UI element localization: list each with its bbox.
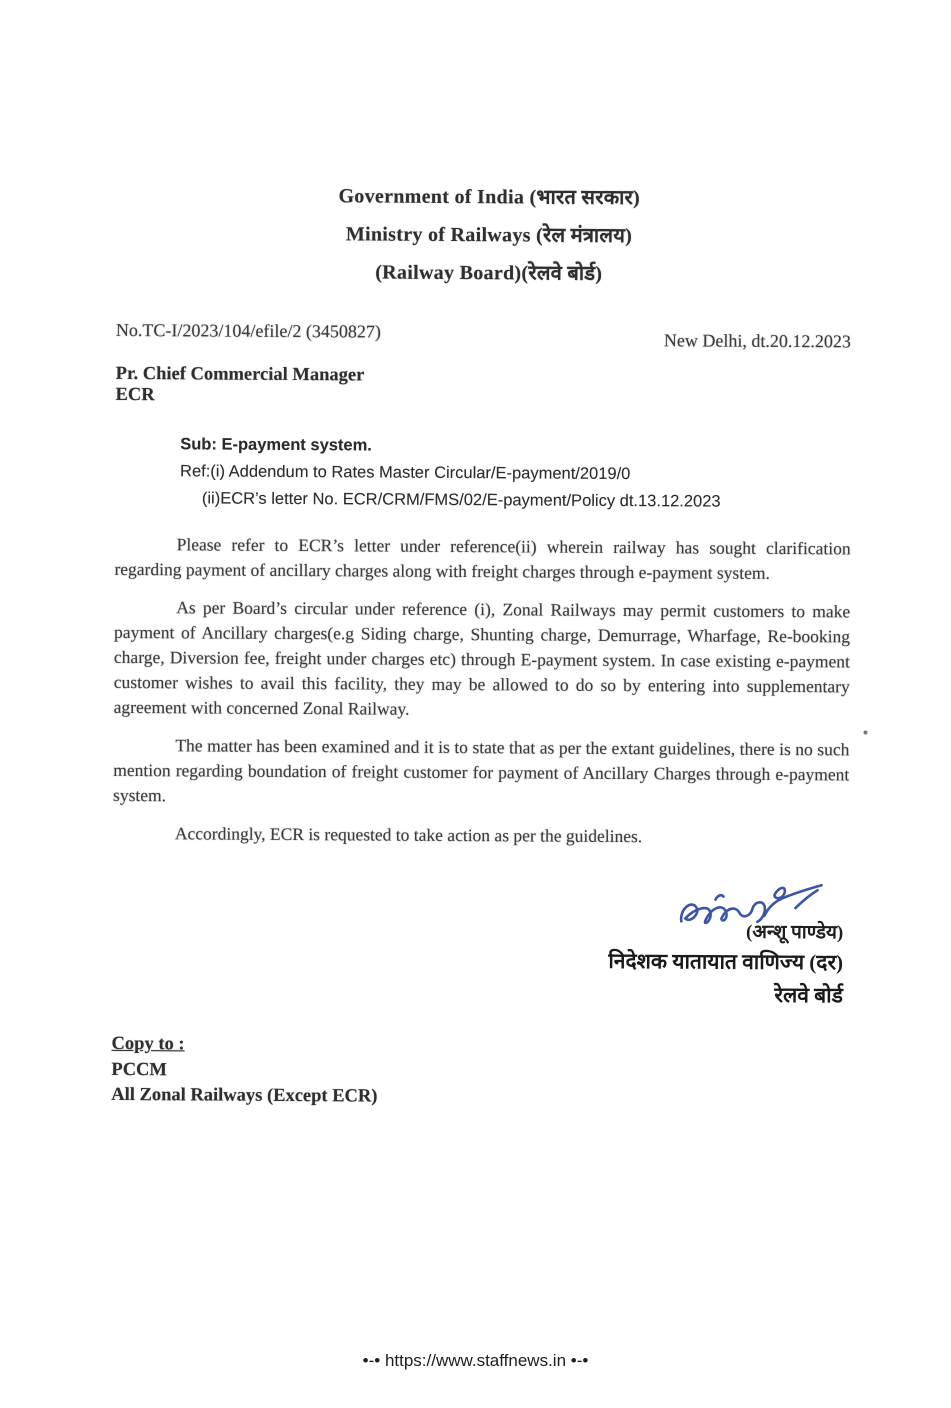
reference-line-1: Ref:(i) Addendum to Rates Master Circular/E-payment/2019/0	[180, 462, 631, 484]
signatory-designation: निदेशक यातायात वाणिज्य (दर)	[608, 948, 844, 975]
signature-block	[403, 876, 844, 1013]
copy-to-block	[111, 1032, 378, 1110]
paragraph-4: Accordingly, ECR is requested to take action as per the guidelines.	[174, 823, 643, 847]
addressee-railway: ECR	[115, 384, 155, 406]
copy-to-heading: Copy to :	[111, 1033, 185, 1055]
subject-reference-block	[180, 431, 721, 515]
letter-body	[113, 532, 851, 863]
copy-to-item-zonal-railways: All Zonal Railways (Except ECR)	[111, 1084, 378, 1107]
copy-to-item-pccm: PCCM	[111, 1059, 167, 1080]
addressee-block	[115, 364, 364, 408]
letterhead-line-board: (Railway Board)(रेलवे बोर्ड)	[375, 261, 603, 285]
signatory-name: (अन्शू पाण्डेय)	[746, 921, 844, 944]
reference-line-2: (ii)ECR’s letter No. ECR/CRM/FMS/02/E-payment/Policy dt.13.12.2023	[201, 489, 721, 511]
addressee-designation: Pr. Chief Commercial Manager	[115, 363, 365, 386]
file-number: No.TC-I/2023/104/efile/2 (3450827)	[115, 319, 381, 342]
letterhead-line-govt: Government of India (भारत सरकार)	[338, 185, 641, 210]
letterhead-line-ministry: Ministry of Railways (रेल मंत्रालय)	[345, 223, 633, 248]
signatory-organization: रेलवे बोर्ड	[774, 982, 843, 1008]
scan-artifact-dot	[863, 730, 867, 734]
paragraph-1: Please refer to ECR’s letter under reference(ii) wherein railway has sought clarification regarding payment of ancillary charges along with freight charges through e-payment system.	[114, 534, 851, 583]
footer-watermark-url: •-• https://www.staffnews.in •-•	[362, 1351, 589, 1370]
subject-line: Sub: E-payment system.	[180, 435, 372, 455]
meta-row	[116, 320, 851, 352]
place-and-date: New Delhi, dt.20.12.2023	[663, 330, 851, 352]
paragraph-2: As per Board’s circular under reference (i), Zonal Railways may permit customers to make payment of Ancillary charges(e.g Siding charge, Shunting charge, Demurrage, Wharfage, Re-booking charge, Diversion fee, freight under charges etc) through E-payment system. In case existing e-payment customer wishes to avail this facility, they may be allowed to do so by entering into supplementary agreement with concerned Zonal Railway.	[113, 597, 851, 719]
paragraph-3: The matter has been examined and it is to state that as per the extant guidelines, there is no such mention regarding boundation of freight customer for payment of Ancillary Charges through e-payment system.	[113, 735, 850, 806]
letterhead	[0, 175, 951, 295]
